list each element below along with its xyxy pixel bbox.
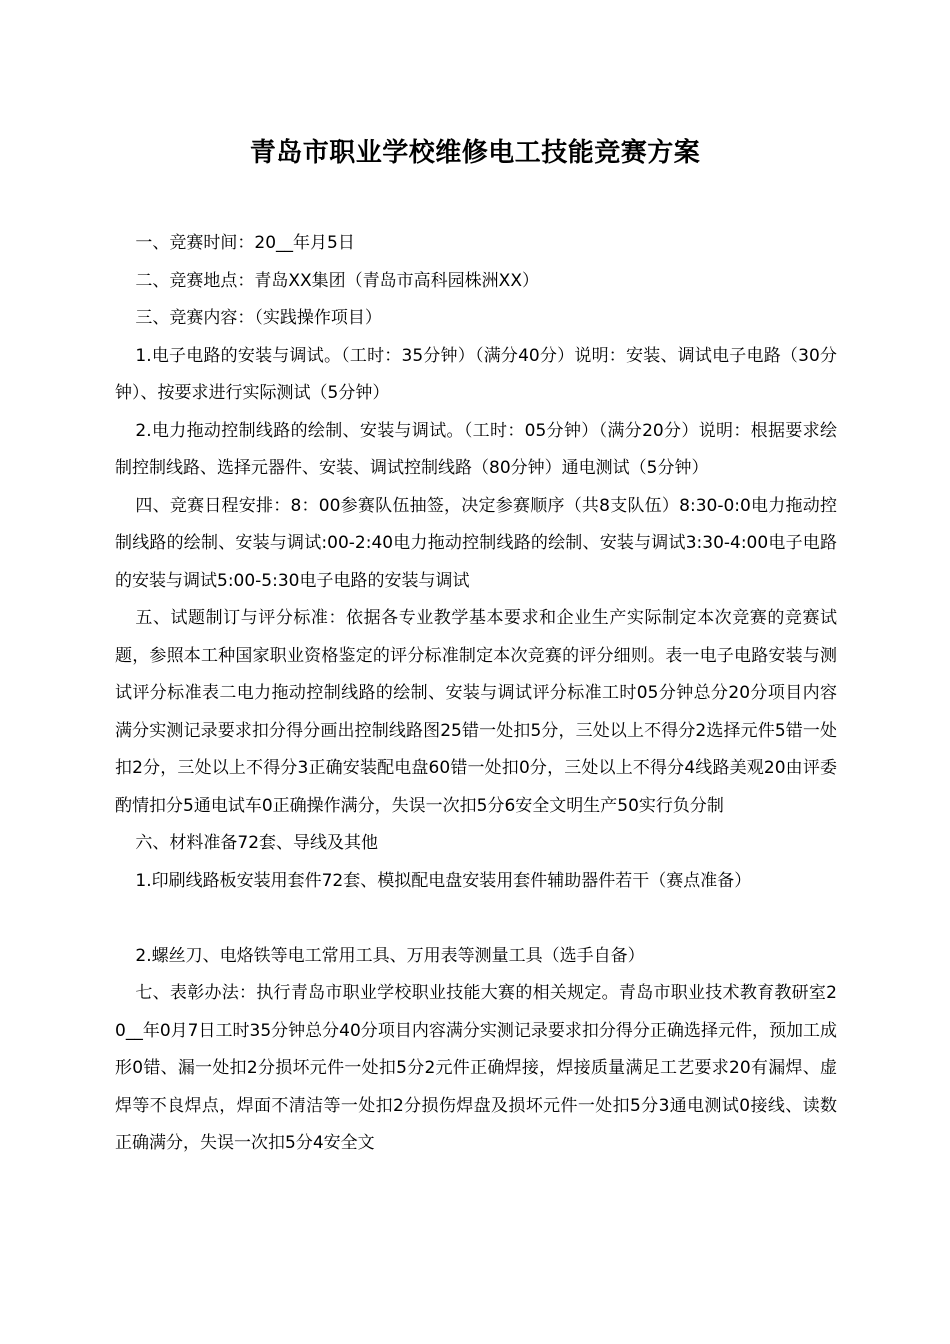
- document-title: 青岛市职业学校维修电工技能竞赛方案: [249, 138, 701, 168]
- document-body: [115, 225, 837, 1163]
- paragraph-item-electronic-circuit: 1.电子电路的安装与调试。（工时：35分钟）（满分40分）说明：安装、调试电子电路（30分钟）、按要求进行实际测试（5分钟）: [115, 345, 837, 403]
- paragraph-scoring-standard: 五、试题制订与评分标准：依据各专业教学基本要求和企业生产实际制定本次竞赛的竞赛试题，参照本工种国家职业资格鉴定的评分标准制定本次竞赛的评分细则。表一电子电路安装与测试评分标准表二电力拖动控制线路的绘制、安装与调试评分标准工时05分钟总分20分项目内容满分实测记录要求扣分得分画出控制线路图25错一处扣5分，三处以上不得分2选择元件5错一处扣2分，三处以上不得分3正确安装配电盘60错一处扣0分，三处以上不得分4线路美观20由评委酌情扣分5通电试车0正确操作满分，失误一次扣5分6安全文明生产50实行负分制: [115, 608, 837, 816]
- paragraph-materials: 六、材料准备72套、导线及其他: [135, 833, 379, 853]
- paragraph-materials-kits: 1.印刷线路板安装用套件72套、模拟配电盘安装用套件辅助器件若干（赛点准备）: [135, 870, 752, 891]
- paragraph-competition-time: 一、竞赛时间：20__年月5日: [135, 233, 355, 253]
- paragraph-item-drag-control: 2.电力拖动控制线路的绘制、安装与调试。（工时：05分钟）（满分20分）说明：根据要求绘制控制线路、选择元器件、安装、调试控制线路（80分钟）通电测试（5分钟）: [115, 420, 837, 478]
- paragraph-materials-tools: 2.螺丝刀、电烙铁等电工常用工具、万用表等测量工具（选手自备）: [135, 945, 645, 966]
- paragraph-awards: 七、表彰办法：执行青岛市职业学校职业技能大赛的相关规定。青岛市职业技术教育教研室20__年0月7日工时35分钟总分40分项目内容满分实测记录要求扣分得分正确选择元件，预加工成形0错、漏一处扣2分损坏元件一处扣5分2元件正确焊接，焊接质量满足工艺要求20有漏焊、虚焊等不良焊点，焊面不清洁等一处扣2分损伤焊盘及损坏元件一处扣5分3通电测试0接线、读数正确满分，失误一次扣5分4安全文: [115, 983, 837, 1153]
- paragraph-competition-content: 三、竞赛内容：（实践操作项目）: [135, 308, 382, 328]
- paragraph-competition-venue: 二、竞赛地点：青岛XX集团（青岛市高科园株洲XX）: [135, 270, 539, 291]
- paragraph-schedule: 四、竞赛日程安排：8：00参赛队伍抽签，决定参赛顺序（共8支队伍）8:30-0:0电力拖动控制线路的绘制、安装与调试:00-2:40电力拖动控制线路的绘制、安装与调试3:30-4:00电子电路的安装与调试5:00-5:30电子电路的安装与调试: [115, 495, 837, 591]
